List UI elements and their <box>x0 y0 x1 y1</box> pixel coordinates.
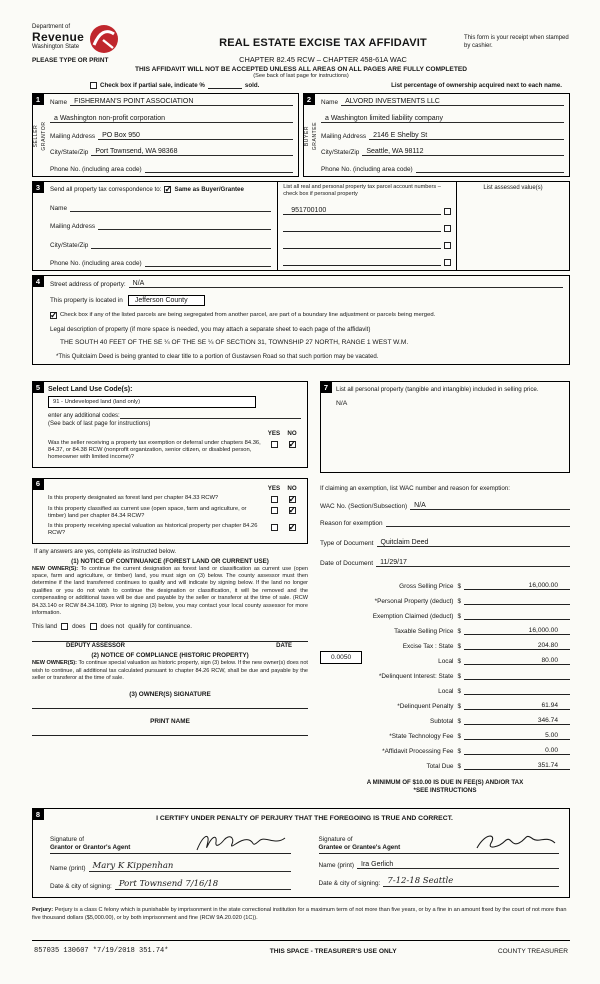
fee-label: Total Due <box>426 763 454 771</box>
section8-box <box>32 808 570 898</box>
wac-number-label: WAC No. (Section/Subsection) <box>320 503 408 511</box>
seller-address-label: Mailing Address <box>50 132 96 140</box>
owners-signature-label: (3) OWNER(S) SIGNATURE <box>129 691 211 699</box>
fee-label: Local <box>438 688 454 696</box>
land-use-title: Select Land Use Code(s): <box>48 386 133 393</box>
section6-box <box>32 478 308 544</box>
s6-q3-yes-checkbox[interactable] <box>271 524 278 531</box>
parcel-personal-checkbox-1[interactable] <box>444 208 451 215</box>
date-of-document-value: 11/29/17 <box>380 559 407 567</box>
buyer-name-label: Name <box>321 99 339 106</box>
fee-amount-line[interactable]: 16,000.00 <box>464 582 570 590</box>
county-treasurer-label: COUNTY TREASURER <box>497 948 568 956</box>
grantee-sig-of-label: Signature of <box>318 835 353 843</box>
dept-line2: Revenue <box>32 29 85 44</box>
parcel-personal-checkbox-4[interactable] <box>444 259 451 266</box>
corr-phone-line[interactable] <box>145 259 272 267</box>
fee-label: *State Technology Fee <box>389 733 454 741</box>
fee-label: Local <box>438 658 454 666</box>
grantor-sig-of-label: Signature of <box>50 835 84 843</box>
ownership-note: List percentage of ownership acquired next to each name. <box>391 82 562 89</box>
form-title: REAL ESTATE EXCISE TAX AFFIDAVIT <box>219 37 427 49</box>
fee-amount-line[interactable]: 61.94 <box>464 702 570 710</box>
fee-amount-line[interactable]: 0.00 <box>464 747 570 755</box>
seller-csz-label: City/State/Zip <box>50 149 89 157</box>
dept-line3: Washington State <box>32 43 80 50</box>
wac-number-line[interactable] <box>410 502 570 510</box>
buyer-csz-label: City/State/Zip <box>321 149 360 157</box>
located-in-label: This property is located in <box>50 296 123 304</box>
corr-phone-label: Phone No. (including area code) <box>50 260 142 267</box>
section4-box <box>32 275 570 365</box>
section5-no-header: NO <box>287 430 297 437</box>
seller-org-line[interactable] <box>50 115 293 123</box>
buyer-address-value: 2146 E Shelby St <box>373 131 428 139</box>
notice1-body: NEW OWNER(S): To continue the current designation as forest land or classification as current use (open space, farm and agriculture, or timber) land, you must sign on (3) below. The county assessor must then determine if the land transferred continues to qualify and will indicate by signing below. If the land no longer qualifies or you do not wish to continue the designation or classification, it will be removed and the compensating or additional taxes will be due and payable by the seller or transferor at the time of sale. (RCW 84.33.140 or RCW 84.34.108). Prior to signing (3) below, you may contact your local county assessor for more information. <box>32 565 308 616</box>
parcel-header: List all real and personal property tax parcel account numbers – check box if personal property <box>283 184 441 197</box>
seller-address-line[interactable] <box>98 132 293 140</box>
buyer-phone-label: Phone No. (including area code) <box>321 166 413 173</box>
type-of-document-line[interactable] <box>377 539 570 547</box>
type-of-document-label: Type of Document <box>320 540 374 548</box>
send-correspondence-label: Send all property tax correspondence to: <box>50 186 162 193</box>
fee-row <box>320 710 570 725</box>
corr-name-line[interactable] <box>70 204 271 212</box>
grantor-date-city-value: Port Townsend 7/16/18 <box>118 879 219 890</box>
grantee-name-value: Ira Gerlich <box>361 861 394 869</box>
reason-exemption-line[interactable] <box>386 519 570 527</box>
chapter-line: CHAPTER 82.45 RCW – CHAPTER 458-61A WAC <box>239 55 407 64</box>
section7-number: 7 <box>320 381 332 393</box>
street-address-value: N/A <box>132 280 145 287</box>
section3-number: 3 <box>32 181 44 193</box>
please-type-label: PLEASE TYPE OR PRINT <box>32 57 109 64</box>
does-not-label: does not <box>100 623 125 631</box>
dollar-sign: $ <box>457 628 461 636</box>
dollar-sign: $ <box>457 718 461 726</box>
grantee-name-line[interactable] <box>357 861 559 869</box>
parcel-line-2[interactable] <box>283 231 441 232</box>
treasurer-row <box>32 940 570 955</box>
s6-q1-no-checkbox[interactable] <box>289 496 296 503</box>
certify-statement: I CERTIFY UNDER PENALTY OF PERJURY THAT THE FOREGOING IS TRUE AND CORRECT. <box>156 815 453 823</box>
warning-line: THIS AFFIDAVIT WILL NOT BE ACCEPTED UNLESS ALL AREAS ON ALL PAGES ARE FULLY COMPLETED <box>134 66 468 73</box>
wac-number-value: N/A <box>414 502 426 510</box>
qualify-row <box>32 623 308 630</box>
fee-label: Excise Tax : State <box>402 643 454 651</box>
s6-q3-no-checkbox[interactable] <box>289 524 296 531</box>
section5-see-back: (See back of last page for instructions) <box>48 421 151 427</box>
grantor-agent-label: Grantor or Grantor's Agent <box>50 843 131 851</box>
deputy-date-label: DATE <box>276 643 292 650</box>
corr-name-label: Name <box>50 204 68 212</box>
does-label: does <box>72 623 86 631</box>
land-use-code-select[interactable]: 91 - Undeveloped land (land only) <box>48 396 256 408</box>
assessed-value-header: List assessed value(s) <box>483 185 543 191</box>
s6-q2-no-checkbox[interactable] <box>289 507 296 514</box>
fee-amount-line[interactable]: 346.74 <box>464 717 570 725</box>
buyer-csz-line[interactable] <box>362 148 564 156</box>
segregated-note: Check box if any of the listed parcels are being segregated from another parcel, are part of a boundary line adjustment or parcels being merged. <box>60 312 436 319</box>
fee-label: Gross Selling Price <box>399 583 454 591</box>
seller-name-line[interactable] <box>70 98 293 106</box>
does-qualify-checkbox[interactable] <box>61 623 68 630</box>
partial-sale-row <box>32 82 570 89</box>
grantor-name-value: Mary K Kippenhan <box>92 861 174 872</box>
dollar-sign: $ <box>457 673 461 681</box>
section6-no-header: NO <box>287 484 297 492</box>
grantor-date-city-label: Date & city of signing: <box>50 883 112 891</box>
partial-sale-checkbox[interactable] <box>90 82 97 89</box>
notice1-title: (1) NOTICE OF CONTINUANCE (FOREST LAND OR CURRENT USE) <box>71 557 269 565</box>
grantee-agent-label: Grantee or Grantee's Agent <box>318 843 401 851</box>
section4-number: 4 <box>32 275 44 287</box>
grantee-signature-line[interactable] <box>319 829 560 854</box>
seller-name-value: FISHERMAN'S POINT ASSOCIATION <box>74 98 194 105</box>
fee-amount-line[interactable] <box>464 694 570 695</box>
seller-phone-label: Phone No. (including area code) <box>50 166 142 173</box>
personal-property-value: N/A <box>336 400 348 408</box>
header <box>32 24 570 54</box>
fee-amount-line[interactable]: 80.00 <box>464 657 570 665</box>
parcel-personal-checkbox-3[interactable] <box>444 242 451 249</box>
street-address-line[interactable] <box>129 280 563 288</box>
grantor-name-print-label: Name (print) <box>50 865 86 873</box>
fee-row <box>320 605 570 620</box>
buyer-address-label: Mailing Address <box>321 132 367 140</box>
s5-q1-yes-checkbox[interactable] <box>271 441 278 448</box>
seller-name-label: Name <box>50 99 68 106</box>
fee-row <box>320 665 570 680</box>
fee-amount-line[interactable] <box>464 619 570 620</box>
grantee-signature <box>471 831 557 855</box>
seller-csz-line[interactable] <box>91 148 293 156</box>
partial-percent-line[interactable] <box>208 82 242 89</box>
buyer-name-value: ALVORD INVESTMENTS LLC <box>345 98 440 105</box>
fee-row <box>320 635 570 650</box>
fee-row <box>320 755 570 770</box>
quitclaim-footnote: *This Quitclaim Deed is being granted to clear title to a portion of Gustavsen Road so that such portion may be vacated. <box>56 352 379 360</box>
fee-label: Taxable Selling Price <box>394 628 454 636</box>
seller-phone-line[interactable] <box>145 165 293 173</box>
fee-label: *Affidavit Processing Fee <box>382 748 454 756</box>
same-as-buyer-label: Same as Buyer/Grantee <box>174 186 244 193</box>
partial-sold-label: sold. <box>244 82 260 89</box>
section6-yes-header: YES <box>267 484 281 492</box>
section7-box <box>320 381 570 473</box>
exemption-label: If claiming an exemption, list WAC number and reason for exemption: <box>320 485 510 492</box>
fee-row <box>320 590 570 605</box>
local-tax-rate-box: 0.0050 <box>320 651 362 664</box>
section3-box <box>32 181 570 271</box>
grantor-signature <box>193 831 289 855</box>
print-name-label: PRINT NAME <box>150 718 190 726</box>
section5-question1: Was the seller receiving a property tax exemption or deferral under chapters 84.36, 84.37, or 84.38 RCW (nonprofit organization, senior citizen, or disabled person, homeowner with limited income)? <box>48 440 261 461</box>
notice2-title: (2) NOTICE OF COMPLIANCE (HISTORIC PROPERTY) <box>91 652 249 660</box>
segregated-checkbox[interactable] <box>50 312 57 319</box>
dollar-sign: $ <box>457 658 461 666</box>
dollar-sign: $ <box>457 583 461 591</box>
buyer-phone-line[interactable] <box>416 165 564 173</box>
legal-description-label: Legal description of property (if more space is needed, you may attach a separate sheet to each page of the affidavit) <box>50 325 371 333</box>
dept-line1: Department of <box>32 24 71 30</box>
street-address-label: Street address of property: <box>50 281 126 288</box>
corr-address-line[interactable] <box>98 222 271 230</box>
qualify-post: qualify for continuance. <box>128 623 192 631</box>
seller-csz-value: Port Townsend, WA 98368 <box>95 148 178 156</box>
section6-question3: Is this property receiving special valuation as historical property per chapter 84.26 RCW? <box>48 523 258 537</box>
notice2-body: NEW OWNER(S): To continue special valuation as historic property, sign (3) below. If the new owner(s) does not wish to continue, all additional tax calculated pursuant to chapter 84.26 RCW, shall be due and payable by the seller or transferor at the time of sale. <box>32 660 308 682</box>
s6-q2-yes-checkbox[interactable] <box>271 507 278 514</box>
perjury-paragraph: Perjury: Perjury is a class C felony which is punishable by imprisonment in the state correctional institution for a maximum term of not more than five years, or by a fine in an amount fixed by the court of not more than five thousand dollars ($5,000.00), or by both imprisonment and fine (RCW 9A.20.020 (1C)). <box>32 907 567 921</box>
cashier-stamp: 857035 130607 *7/19/2018 351.74* <box>34 947 169 956</box>
buyer-org-value: a Washington limited liability company <box>325 114 444 122</box>
section1-number: 1 <box>32 93 44 105</box>
fee-amount-line[interactable]: 5.00 <box>464 732 570 740</box>
owners-signature-line[interactable] <box>32 698 308 709</box>
dollar-sign: $ <box>457 703 461 711</box>
fee-row <box>320 725 570 740</box>
seller-grantor-box <box>32 93 299 177</box>
fee-row <box>320 650 570 665</box>
fee-row <box>320 575 570 590</box>
buyer-address-line[interactable] <box>369 132 564 140</box>
fee-label: *Personal Property (deduct) <box>374 598 454 606</box>
buyer-csz-value: Seattle, WA 98112 <box>366 148 424 156</box>
grantor-name-line[interactable] <box>89 861 291 872</box>
parcel-personal-checkbox-2[interactable] <box>444 225 451 232</box>
date-of-document-line[interactable] <box>376 559 570 567</box>
fee-row <box>320 680 570 695</box>
fee-label: Subtotal <box>429 718 454 726</box>
dept-text <box>32 24 84 50</box>
print-name-line[interactable] <box>32 725 308 736</box>
dollar-sign: $ <box>457 748 461 756</box>
section6-question2: Is this property classified as current use (open space, farm and agriculture, or timber) land per chapter 84.34 RCW? <box>48 505 247 519</box>
section2-number: 2 <box>303 93 315 105</box>
seller-org-value: a Washington non-profit corporation <box>54 114 166 122</box>
corr-csz-line[interactable] <box>91 241 271 249</box>
date-of-document-label: Date of Document <box>320 560 374 568</box>
dollar-sign: $ <box>457 598 461 606</box>
section5-yes-header: YES <box>267 430 281 437</box>
fee-table <box>320 575 570 770</box>
additional-codes-label: enter any additional codes: <box>48 413 120 419</box>
same-as-buyer-checkbox[interactable] <box>164 186 171 193</box>
grantee-date-city-label: Date & city of signing: <box>318 880 381 888</box>
reason-exemption-label: Reason for exemption <box>320 520 383 528</box>
s6-q1-yes-checkbox[interactable] <box>271 496 278 503</box>
section5-box <box>32 381 308 468</box>
parcel-line-4[interactable] <box>283 265 441 266</box>
fee-amount-line[interactable] <box>464 604 570 605</box>
buyer-grantee-box <box>303 93 570 177</box>
does-not-qualify-checkbox[interactable] <box>90 623 97 630</box>
fee-amount-line[interactable] <box>464 679 570 680</box>
parcel-number-value: 951700100 <box>283 207 441 215</box>
personal-property-label: List all personal property (tangible and intangible) included in selling price. <box>336 386 539 393</box>
grantor-signature-line[interactable] <box>50 829 291 854</box>
section8-number: 8 <box>32 808 44 820</box>
treasurer-space-label: THIS SPACE - TREASURER'S USE ONLY <box>269 948 397 956</box>
grantor-date-city-line[interactable] <box>115 879 291 890</box>
qualify-pre: This land <box>32 623 58 631</box>
legal-description-value: THE SOUTH 40 FEET OF THE SE ¼ OF THE SE ¼ OF SECTION 31, TOWNSHIP 27 NORTH, RANGE 1 WEST W.M. <box>60 339 409 347</box>
located-county-value: Jefferson County <box>128 295 205 306</box>
seller-address-value: PO Box 950 <box>102 131 140 139</box>
dollar-sign: $ <box>457 643 461 651</box>
section6-number: 6 <box>32 478 44 490</box>
additional-codes-line[interactable] <box>120 411 301 419</box>
fee-amount-line[interactable]: 204.80 <box>464 642 570 650</box>
buyer-name-line[interactable] <box>341 98 564 106</box>
dollar-sign: $ <box>457 613 461 621</box>
section6-question1: Is this property designated as forest land per chapter 84.33 RCW? <box>48 494 219 501</box>
fee-row <box>320 695 570 710</box>
minimum-fee-note: A MINIMUM OF $10.00 IS DUE IN FEE(S) AND/OR TAX <box>366 779 524 787</box>
fee-row <box>320 740 570 755</box>
dept-of-revenue-logo <box>32 24 182 54</box>
dollar-sign: $ <box>457 763 461 771</box>
fee-label: *Delinquent Penalty <box>397 703 454 711</box>
grantee-date-city-value: 7-12-18 Seattle <box>387 876 454 887</box>
buyer-side-label: BUYER GRANTEE <box>304 121 318 151</box>
fee-amount-line[interactable]: 351.74 <box>464 762 570 770</box>
buyer-org-line[interactable] <box>321 115 564 123</box>
fee-label: *Delinquent Interest: State <box>378 673 454 681</box>
deputy-assessor-label: DEPUTY ASSESSOR <box>66 643 126 650</box>
corr-address-label: Mailing Address <box>50 223 96 230</box>
fee-label: Exemption Claimed (deduct) <box>372 613 454 621</box>
grantee-date-city-line[interactable] <box>383 876 559 887</box>
deputy-assessor-line[interactable] <box>32 632 308 642</box>
receipt-note: This form is your receipt when stamped by cashier. <box>464 35 569 49</box>
fee-row <box>320 620 570 635</box>
parcel-line-3[interactable] <box>283 248 441 249</box>
if-yes-instruction: If any answers are yes, complete as instructed below. <box>34 548 177 555</box>
see-back-line: (See back of last page for instructions) <box>253 73 349 79</box>
corr-csz-label: City/State/Zip <box>50 241 89 249</box>
grantee-name-print-label: Name (print) <box>318 862 355 870</box>
seller-side-label: SELLER GRANTOR <box>33 121 47 151</box>
fee-amount-line[interactable]: 16,000.00 <box>464 627 570 635</box>
partial-sale-label: Check box if partial sale, indicate % <box>100 82 205 89</box>
revenue-logo-icon <box>89 24 119 54</box>
see-instructions-note: *SEE INSTRUCTIONS <box>413 787 477 795</box>
dollar-sign: $ <box>457 688 461 696</box>
section5-number: 5 <box>32 381 44 393</box>
type-of-document-value: Quitclaim Deed <box>380 539 429 547</box>
dollar-sign: $ <box>457 733 461 741</box>
s5-q1-no-checkbox[interactable] <box>289 441 296 448</box>
